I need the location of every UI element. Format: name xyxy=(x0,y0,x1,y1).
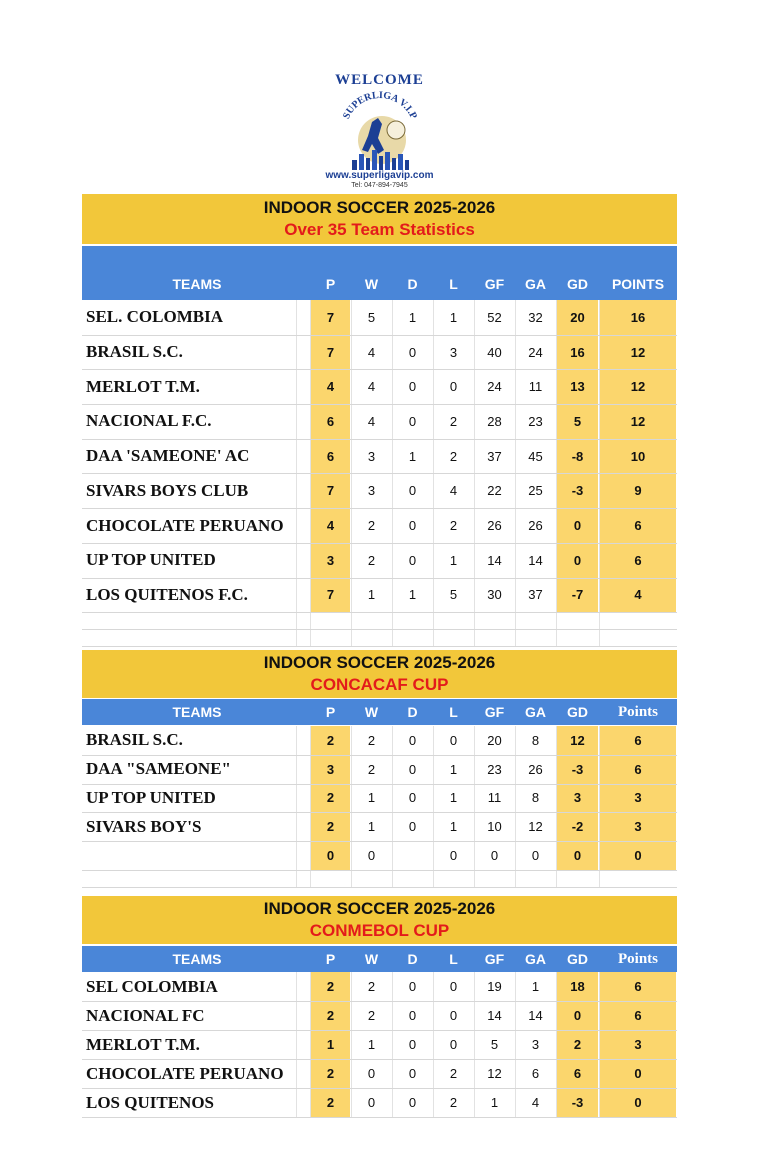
table-row[interactable] xyxy=(82,404,677,440)
cell-team: BRASIL S.C. xyxy=(86,342,183,362)
cell-l: 1 xyxy=(449,819,458,835)
cell-w: 2 xyxy=(367,761,376,777)
cell-w: 1 xyxy=(367,819,376,835)
cell-w: 0 xyxy=(367,1066,376,1081)
cell-d: 1 xyxy=(408,309,417,325)
cell-d xyxy=(392,841,433,870)
league-website[interactable]: www.superligavip.com xyxy=(325,170,434,181)
column-header-points[interactable]: POINTS xyxy=(611,276,665,292)
table-row[interactable] xyxy=(82,1001,677,1031)
cell-d: 0 xyxy=(408,518,417,534)
cell-gd: -3 xyxy=(571,1095,584,1110)
cell-l: 0 xyxy=(449,848,458,864)
cell-p: 4 xyxy=(326,518,335,534)
cell-d: 0 xyxy=(408,761,417,777)
cell-points: 0 xyxy=(634,1066,642,1081)
column-header-d[interactable]: D xyxy=(407,276,418,292)
cell-d: 0 xyxy=(408,790,417,806)
cell-w: 3 xyxy=(367,483,376,499)
cell-team: MERLOT T.M. xyxy=(86,1034,200,1054)
cell-d: 0 xyxy=(408,1037,417,1052)
column-header-ga[interactable]: GA xyxy=(525,951,546,967)
table-row[interactable] xyxy=(82,543,677,579)
table-row[interactable] xyxy=(82,335,677,371)
cell-ga: 32 xyxy=(528,309,543,325)
cell-ga: 23 xyxy=(528,413,543,429)
cell-points: 3 xyxy=(634,1037,642,1052)
cell-ga: 37 xyxy=(528,587,543,603)
cell-d: 1 xyxy=(408,448,417,464)
cell-d: 1 xyxy=(408,587,417,603)
cell-l: 4 xyxy=(449,483,458,499)
section-title: INDOOR SOCCER 2025-2026 xyxy=(263,653,496,672)
cell-team: CHOCOLATE PERUANO xyxy=(86,1063,284,1083)
cell-gf: 5 xyxy=(490,1037,499,1052)
cell-ga: 8 xyxy=(531,790,540,806)
cell-ga: 0 xyxy=(531,848,540,864)
cell-gd: 18 xyxy=(570,979,585,994)
column-header-gd[interactable]: GD xyxy=(567,276,588,292)
cell-d: 0 xyxy=(408,819,417,835)
cell-gf: 11 xyxy=(487,790,502,806)
column-header-l[interactable]: L xyxy=(449,951,458,967)
cell-gf: 52 xyxy=(487,309,502,325)
welcome-text: WELCOME xyxy=(335,72,424,88)
cell-points: 6 xyxy=(634,1008,642,1023)
column-header-points[interactable]: Points xyxy=(617,951,658,967)
cell-team: LOS QUITENOS xyxy=(86,1092,215,1112)
cell-points: 12 xyxy=(630,379,646,395)
cell-l: 3 xyxy=(449,344,458,360)
cell-l: 2 xyxy=(449,1095,458,1110)
cell-gd: 0 xyxy=(573,848,582,864)
cell-d: 0 xyxy=(408,1066,417,1081)
column-header-points[interactable]: Points xyxy=(617,704,658,720)
cell-l: 1 xyxy=(449,309,458,325)
cell-points: 6 xyxy=(634,552,642,568)
empty-row xyxy=(82,612,677,630)
cell-p: 3 xyxy=(326,761,335,777)
cell-gf: 24 xyxy=(487,379,502,395)
cell-d: 0 xyxy=(408,379,417,395)
cell-w: 4 xyxy=(367,413,376,429)
cell-team: NACIONAL F.C. xyxy=(86,411,212,431)
cell-d: 0 xyxy=(408,1008,417,1023)
cell-l: 0 xyxy=(449,1008,458,1023)
column-header-bar xyxy=(82,946,677,972)
cell-team: SEL. COLOMBIA xyxy=(86,307,223,327)
column-header-team[interactable]: TEAMS xyxy=(172,276,222,292)
cell-p: 6 xyxy=(326,413,335,429)
column-header-l[interactable]: L xyxy=(449,704,458,720)
column-header-team[interactable]: TEAMS xyxy=(172,951,222,967)
cell-l: 1 xyxy=(449,552,458,568)
cell-gf: 37 xyxy=(487,448,502,464)
cell-p: 7 xyxy=(326,309,335,325)
empty-row xyxy=(82,629,677,647)
table-row[interactable] xyxy=(82,841,677,871)
cell-points: 6 xyxy=(634,518,642,534)
cell-team: CHOCOLATE PERUANO xyxy=(86,515,284,535)
cell-gd: 0 xyxy=(573,1008,582,1023)
cell-points: 16 xyxy=(630,309,646,325)
standings-table xyxy=(82,726,677,887)
column-header-d[interactable]: D xyxy=(407,951,418,967)
standings-table xyxy=(82,972,677,1117)
section-title: INDOOR SOCCER 2025-2026 xyxy=(263,899,496,918)
cell-team: LOS QUITENOS F.C. xyxy=(86,584,248,604)
table-row[interactable] xyxy=(82,369,677,405)
cell-w: 3 xyxy=(367,448,376,464)
cell-points: 6 xyxy=(634,761,642,777)
column-header-l[interactable]: L xyxy=(449,276,458,292)
cell-d: 0 xyxy=(408,413,417,429)
section-title-bar xyxy=(82,896,677,944)
column-header-p[interactable]: P xyxy=(325,704,336,720)
cell-p: 2 xyxy=(326,1008,335,1023)
cell-p: 2 xyxy=(326,1095,335,1110)
section-title: INDOOR SOCCER 2025-2026 xyxy=(263,198,496,217)
cell-team: MERLOT T.M. xyxy=(86,376,200,396)
cell-gd: 2 xyxy=(573,1037,582,1052)
cell-gd: 13 xyxy=(570,379,585,395)
cell-l: 1 xyxy=(449,761,458,777)
cell-gd: 0 xyxy=(573,552,582,568)
cell-gf: 1 xyxy=(490,1095,499,1110)
cell-gd: 3 xyxy=(573,790,582,806)
league-logo xyxy=(82,70,677,194)
column-header-gf[interactable]: GF xyxy=(484,704,505,720)
cell-p: 2 xyxy=(326,819,335,835)
cell-ga: 14 xyxy=(528,552,543,568)
section-subtitle: CONCACAF CUP xyxy=(310,675,449,694)
cell-points: 12 xyxy=(630,344,646,360)
section-subtitle: CONMEBOL CUP xyxy=(309,921,450,940)
cell-p: 0 xyxy=(326,848,335,864)
cell-gd: 5 xyxy=(573,413,582,429)
cell-d: 0 xyxy=(408,344,417,360)
cell-ga: 11 xyxy=(528,379,543,395)
cell-l: 0 xyxy=(449,379,458,395)
cell-ga: 45 xyxy=(528,448,543,464)
cell-p: 1 xyxy=(326,1037,335,1052)
cell-d: 0 xyxy=(408,979,417,994)
cell-gd: -8 xyxy=(571,448,584,464)
column-header-gd[interactable]: GD xyxy=(567,704,588,720)
cell-d: 0 xyxy=(408,1095,417,1110)
table-row[interactable] xyxy=(82,812,677,842)
empty-row xyxy=(82,870,677,888)
table-row[interactable] xyxy=(82,578,677,614)
cell-l: 2 xyxy=(449,518,458,534)
cell-gf: 10 xyxy=(487,819,502,835)
table-row[interactable] xyxy=(82,439,677,475)
cell-gf: 14 xyxy=(487,1008,502,1023)
table-row[interactable] xyxy=(82,1088,677,1118)
column-header-d[interactable]: D xyxy=(407,704,418,720)
cell-team: SIVARS BOYS CLUB xyxy=(86,480,249,500)
cell-ga: 26 xyxy=(528,518,543,534)
cell-p: 7 xyxy=(326,483,335,499)
cell-gd: 6 xyxy=(573,1066,582,1081)
cell-ga: 3 xyxy=(531,1037,540,1052)
cell-l: 2 xyxy=(449,413,458,429)
superliga-logo-icon xyxy=(332,88,428,174)
section-subtitle: Over 35 Team Statistics xyxy=(284,220,475,239)
cell-w: 0 xyxy=(367,1095,376,1110)
column-header-w[interactable]: W xyxy=(364,276,379,292)
table-row[interactable] xyxy=(82,755,677,785)
table-row[interactable] xyxy=(82,474,677,510)
cell-w: 2 xyxy=(367,552,376,568)
cell-w: 2 xyxy=(367,979,376,994)
cell-gf: 0 xyxy=(490,848,499,864)
column-header-team[interactable]: TEAMS xyxy=(172,704,222,720)
cell-w: 1 xyxy=(367,587,376,603)
cell-points: 6 xyxy=(634,732,642,748)
cell-ga: 14 xyxy=(528,1008,543,1023)
cell-ga: 24 xyxy=(528,344,543,360)
cell-gf: 19 xyxy=(487,979,502,994)
cell-team: DAA "SAMEONE" xyxy=(86,759,231,779)
column-header-p[interactable]: P xyxy=(325,951,336,967)
table-row[interactable] xyxy=(82,726,677,756)
cell-gd: 20 xyxy=(570,309,585,325)
cell-p: 2 xyxy=(326,732,335,748)
section-title-bar xyxy=(82,650,677,698)
cell-points: 3 xyxy=(634,819,642,835)
table-row[interactable] xyxy=(82,972,677,1002)
cell-w: 4 xyxy=(367,344,376,360)
cell-points: 12 xyxy=(630,413,646,429)
cell-w: 5 xyxy=(367,309,376,325)
column-header-p[interactable]: P xyxy=(325,276,336,292)
cell-team xyxy=(82,841,296,870)
cell-ga: 12 xyxy=(528,819,543,835)
cell-p: 4 xyxy=(326,379,335,395)
cell-gf: 14 xyxy=(487,552,502,568)
column-header-w[interactable]: W xyxy=(364,951,379,967)
cell-gd: 0 xyxy=(573,518,582,534)
cell-d: 0 xyxy=(408,483,417,499)
cell-gf: 22 xyxy=(487,483,502,499)
cell-team: SEL COLOMBIA xyxy=(86,976,218,996)
cell-w: 0 xyxy=(367,848,376,864)
cell-points: 4 xyxy=(634,587,642,603)
cell-team: BRASIL S.C. xyxy=(86,730,183,750)
cell-l: 0 xyxy=(449,732,458,748)
cell-gd: -3 xyxy=(571,761,584,777)
cell-gd: -2 xyxy=(571,819,584,835)
cell-l: 1 xyxy=(449,790,458,806)
cell-gd: -3 xyxy=(571,483,584,499)
column-header-gd[interactable]: GD xyxy=(567,951,588,967)
cell-w: 4 xyxy=(367,379,376,395)
cell-p: 6 xyxy=(326,448,335,464)
cell-team: DAA 'SAMEONE' AC xyxy=(86,446,250,466)
cell-w: 2 xyxy=(367,518,376,534)
cell-gf: 30 xyxy=(487,587,502,603)
cell-points: 10 xyxy=(630,448,646,464)
cell-gf: 20 xyxy=(487,732,502,748)
column-header-bar xyxy=(82,246,677,300)
column-header-bar xyxy=(82,699,677,725)
cell-gf: 26 xyxy=(487,518,502,534)
cell-gf: 40 xyxy=(487,344,502,360)
cell-points: 3 xyxy=(634,790,642,806)
cell-l: 5 xyxy=(449,587,458,603)
cell-ga: 4 xyxy=(531,1095,540,1110)
cell-team: UP TOP UNITED xyxy=(86,550,216,570)
table-row[interactable] xyxy=(82,300,677,336)
cell-l: 0 xyxy=(449,1037,458,1052)
cell-gf: 12 xyxy=(487,1066,502,1081)
cell-team: SIVARS BOY'S xyxy=(86,816,202,836)
cell-team: UP TOP UNITED xyxy=(86,787,216,807)
cell-p: 7 xyxy=(326,587,335,603)
cell-p: 7 xyxy=(326,344,335,360)
column-header-gf[interactable]: GF xyxy=(484,276,505,292)
cell-points: 0 xyxy=(634,848,642,864)
cell-p: 2 xyxy=(326,1066,335,1081)
cell-w: 2 xyxy=(367,732,376,748)
section-title-bar xyxy=(82,194,677,244)
table-row[interactable] xyxy=(82,784,677,814)
cell-points: 9 xyxy=(634,483,642,499)
cell-gd: -7 xyxy=(571,587,584,603)
table-row[interactable] xyxy=(82,1030,677,1060)
cell-ga: 25 xyxy=(528,483,543,499)
cell-l: 2 xyxy=(449,1066,458,1081)
cell-d: 0 xyxy=(408,732,417,748)
column-header-w[interactable]: W xyxy=(364,704,379,720)
league-phone: Tel: 047-894-7945 xyxy=(351,182,408,189)
column-header-ga[interactable]: GA xyxy=(525,704,546,720)
cell-gd: 16 xyxy=(570,344,585,360)
cell-points: 0 xyxy=(634,1095,642,1110)
cell-d: 0 xyxy=(408,552,417,568)
cell-gf: 23 xyxy=(487,761,502,777)
cell-l: 0 xyxy=(449,979,458,994)
table-row[interactable] xyxy=(82,1059,677,1089)
cell-p: 3 xyxy=(326,552,335,568)
standings-table xyxy=(82,300,677,646)
logo-arc-text: SUPERLIGA V.I.P xyxy=(341,89,419,121)
column-header-gf[interactable]: GF xyxy=(484,951,505,967)
cell-ga: 26 xyxy=(528,761,543,777)
table-row[interactable] xyxy=(82,508,677,544)
cell-p: 2 xyxy=(326,979,335,994)
cell-ga: 1 xyxy=(531,979,540,994)
cell-w: 1 xyxy=(367,1037,376,1052)
cell-ga: 8 xyxy=(531,732,540,748)
cell-ga: 6 xyxy=(531,1066,540,1081)
cell-team: NACIONAL FC xyxy=(86,1005,205,1025)
column-header-ga[interactable]: GA xyxy=(525,276,546,292)
cell-w: 1 xyxy=(367,790,376,806)
cell-gd: 12 xyxy=(570,732,585,748)
cell-points: 6 xyxy=(634,979,642,994)
cell-w: 2 xyxy=(367,1008,376,1023)
cell-p: 2 xyxy=(326,790,335,806)
cell-l: 2 xyxy=(449,448,458,464)
cell-gf: 28 xyxy=(487,413,502,429)
